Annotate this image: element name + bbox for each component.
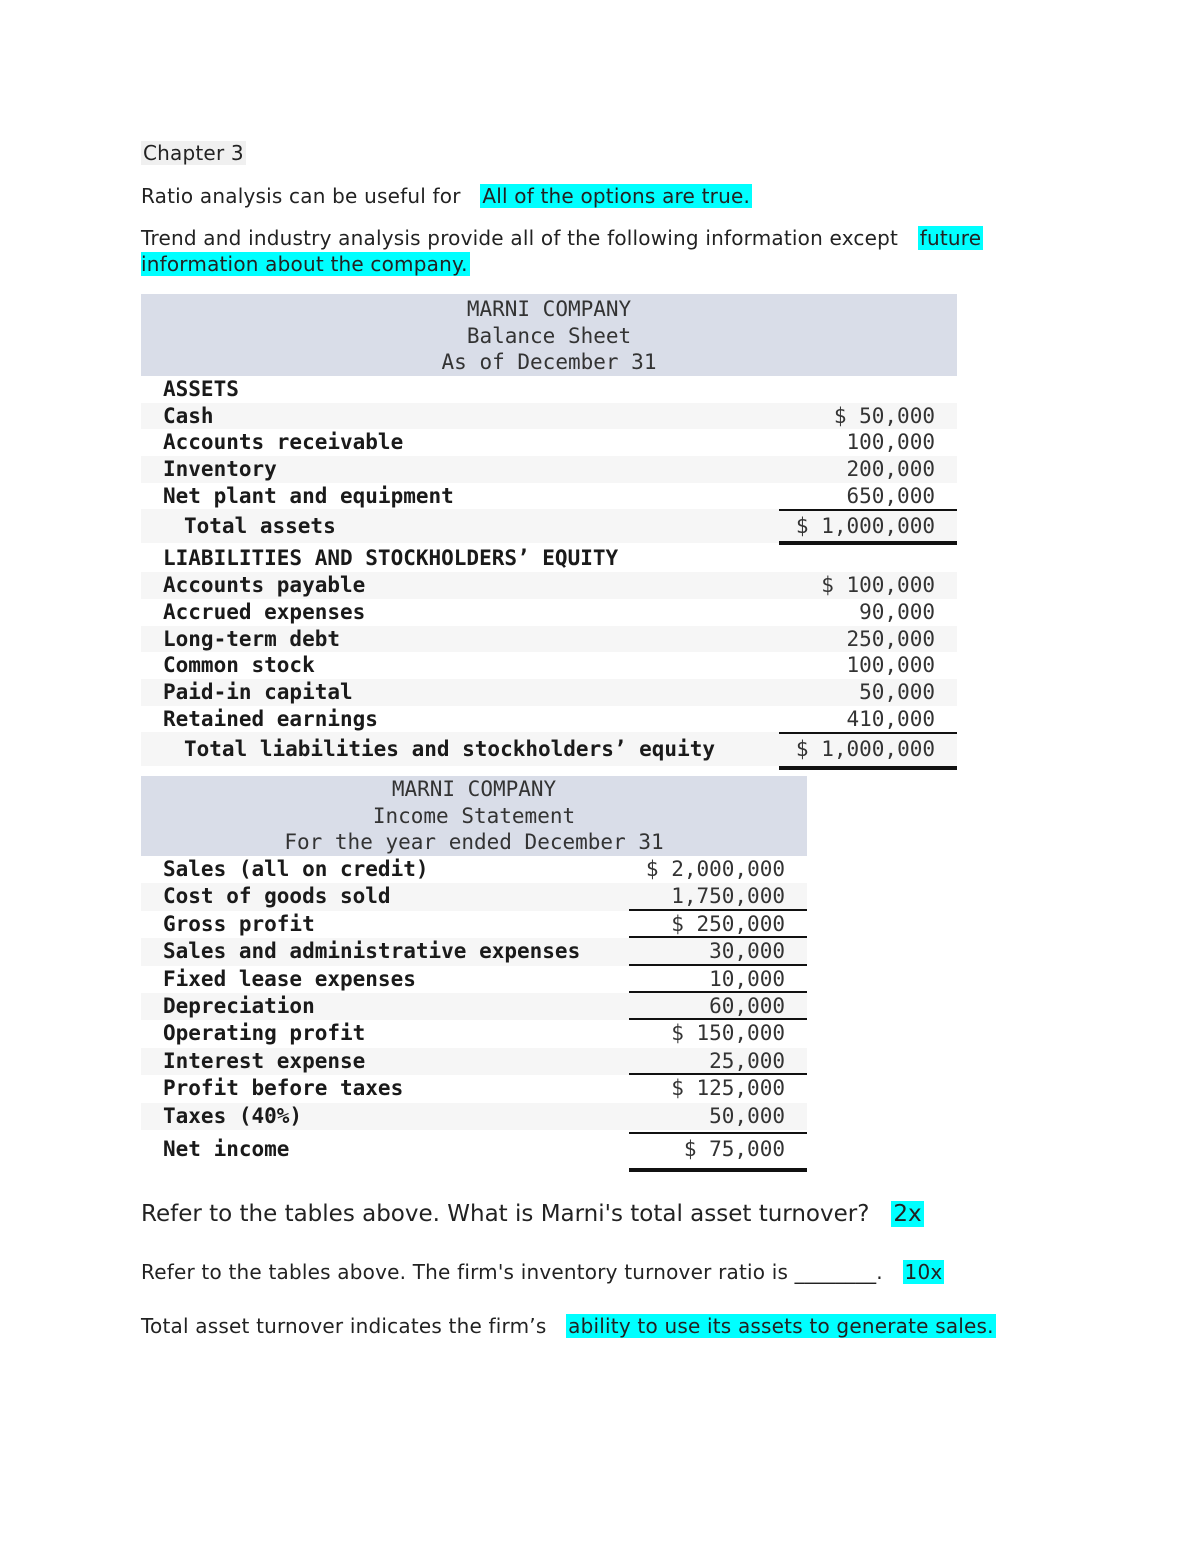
table-row [141,938,807,965]
section-heading-label: LIABILITIES AND STOCKHOLDERS’ EQUITY [163,546,619,571]
row-label: Taxes (40%) [163,1103,303,1128]
row-label: Cost of goods sold [163,884,391,909]
table-row [141,911,807,938]
row-label: Fixed lease expenses [163,966,416,991]
row-label: Accounts payable [163,573,366,598]
row-label: Net plant and equipment [163,483,454,508]
row-value: 410,000 [846,706,935,731]
table-row [141,679,957,706]
question-turnover-indicates [141,1314,996,1338]
row-value: $ 100,000 [821,573,935,598]
total-rule [629,1168,807,1172]
table-row [141,966,807,993]
chapter-heading [141,141,246,165]
question-text: Total asset turnover indicates the firm’s [141,1314,547,1338]
row-value: $ 125,000 [671,1076,785,1101]
table-row [141,856,807,883]
company-name: MARNI COMPANY [466,297,632,321]
question-trend-analysis [141,226,983,250]
row-label: Gross profit [163,911,315,936]
row-label: Long-term debt [163,626,341,651]
highlighted-answer: All of the options are true. [482,184,751,208]
table-row [141,572,957,599]
row-label: Depreciation [163,993,315,1018]
row-value: 100,000 [846,653,935,678]
row-value: $ 1,000,000 [795,514,935,539]
total-rule [779,766,957,770]
section-heading-assets [141,376,957,403]
row-value: 25,000 [709,1048,785,1073]
row-label: Sales (all on credit) [163,857,429,881]
table-row [141,652,957,679]
question-text: Trend and industry analysis provide all of the following information except [141,226,899,250]
row-value: 650,000 [846,483,935,508]
highlighted-answer-line1: future [919,226,982,250]
statement-name: Balance Sheet [466,323,632,348]
question-text: Ratio analysis can be useful for [141,184,461,208]
row-label: Inventory [163,457,277,482]
row-value: $ 50,000 [833,403,935,428]
row-value: 10,000 [709,966,785,991]
table-row [141,1048,807,1075]
table-row [141,599,957,626]
row-label: Interest expense [163,1048,366,1073]
table-row [141,1075,807,1102]
chapter-label: Chapter 3 [143,141,244,165]
table-row [141,706,957,733]
row-label: Retained earnings [163,706,378,731]
row-value: 200,000 [846,457,935,482]
table-row [141,626,957,653]
company-name: MARNI COMPANY [391,777,557,801]
row-value: $ 1,000,000 [795,737,935,762]
row-value: 30,000 [709,939,785,964]
row-label: Net income [163,1136,290,1161]
row-label: Operating profit [163,1021,366,1046]
statement-date: For the year ended December 31 [284,830,664,854]
statement-date: As of December 31 [441,350,657,374]
row-value: $ 75,000 [683,1136,785,1161]
highlighted-answer: 10x [904,1260,943,1284]
row-label: Total assets [184,514,336,539]
table-row [141,993,807,1020]
table-row [141,883,807,910]
row-value: 100,000 [846,430,935,455]
row-label: Accounts receivable [163,430,404,455]
row-value: 60,000 [709,993,785,1018]
row-label: Profit before taxes [163,1076,404,1101]
row-value: 1,750,000 [671,884,785,909]
table-row [141,1020,807,1047]
row-value: $ 250,000 [671,911,785,936]
question-ratio-analysis [141,184,752,208]
question-asset-turnover [141,1201,924,1227]
table-row-net-income [141,1130,807,1166]
row-label: Sales and administrative expenses [163,939,581,964]
highlighted-answer: 2x [893,1201,922,1227]
highlighted-answer-line2: information about the company. [141,252,468,276]
section-heading-liabilities [141,545,957,572]
row-label: Common stock [163,653,315,678]
row-label: Accrued expenses [163,599,366,624]
section-heading-label: ASSETS [163,377,239,401]
question-trend-answer-continued [141,252,470,276]
table-row [141,429,957,456]
balance-sheet-table [141,294,957,766]
row-value: 90,000 [859,599,935,624]
highlighted-answer: ability to use its assets to generate sales. [568,1314,994,1338]
table-row [141,456,957,483]
balance-sheet-header [141,294,957,376]
row-value: 250,000 [846,626,935,651]
row-value: 50,000 [709,1103,785,1128]
total-liabilities-row [141,732,957,766]
table-row [141,403,957,430]
table-row [141,1103,807,1130]
total-assets-row [141,509,957,543]
row-label: Paid-in capital [163,679,353,704]
row-label: Total liabilities and stockholders’ equity [184,737,716,762]
table-row [141,483,957,510]
row-value: 50,000 [859,679,935,704]
question-text: Refer to the tables above. The firm's inventory turnover ratio is ________. [141,1260,883,1284]
income-statement-header [141,776,807,856]
question-inventory-turnover [141,1260,944,1284]
statement-name: Income Statement [372,803,576,828]
row-value: $ 150,000 [671,1021,785,1046]
row-value: $ 2,000,000 [645,857,785,881]
row-label: Cash [163,403,214,428]
question-text: Refer to the tables above. What is Marni's total asset turnover? [141,1201,870,1227]
income-statement-table [141,776,807,1166]
